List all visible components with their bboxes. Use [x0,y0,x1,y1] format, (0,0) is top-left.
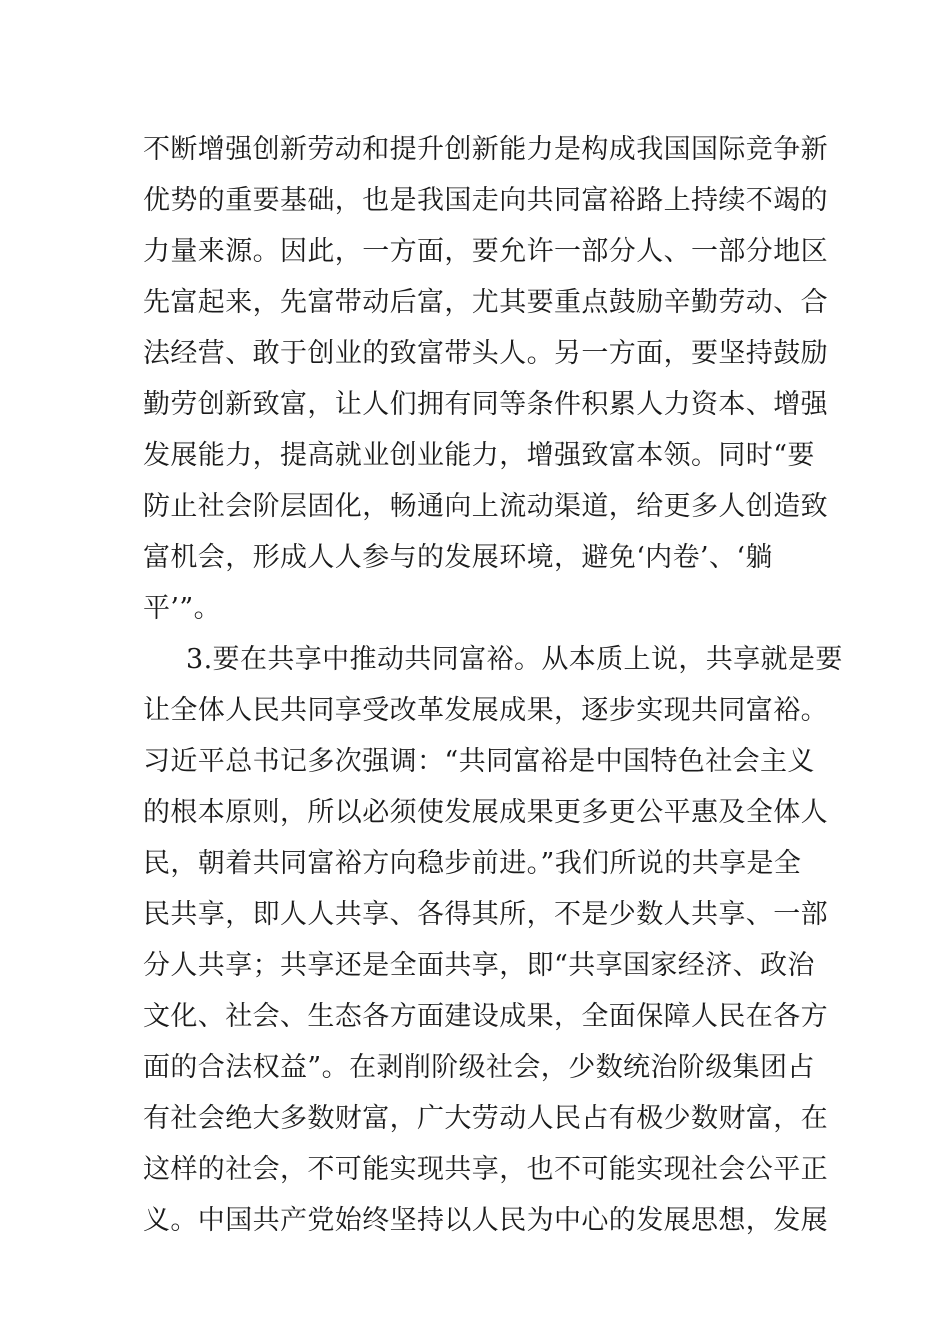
text-line: 发展能力，提高就业创业能力，增强致富本领。同时“要 [143,440,815,471]
text-line: 义。中国共产党始终坚持以人民为中心的发展思想，发展 [143,1205,828,1236]
text-line: 勤劳创新致富，让人们拥有同等条件积累人力资本、增强 [143,389,828,420]
text-line: 优势的重要基础，也是我国走向共同富裕路上持续不竭的 [143,185,828,216]
text-line: 先富起来，先富带动后富，尤其要重点鼓励辛勤劳动、合 [143,287,828,318]
text-line: 不断增强创新劳动和提升创新能力是构成我国国际竞争新 [143,134,828,165]
text-line: 民共享，即人人共享、各得其所，不是少数人共享、一部 [143,899,828,930]
text-line: 分人共享；共享还是全面共享，即“共享国家经济、政治 [143,950,815,981]
text-line: 的根本原则，所以必须使发展成果更多更公平惠及全体人 [143,797,828,828]
text-line-paragraph-start: 3.要在共享中推动共同富裕。从本质上说，共享就是要 [186,644,843,675]
text-line: 力量来源。因此，一方面，要允许一部分人、一部分地区 [143,236,828,267]
text-line: 法经营、敢于创业的致富带头人。另一方面，要坚持鼓励 [143,338,828,369]
text-line: 让全体人民共同享受改革发展成果，逐步实现共同富裕。 [143,695,828,726]
text-line: 有社会绝大多数财富，广大劳动人民占有极少数财富，在 [143,1103,828,1134]
text-line: 平’”。 [143,593,221,624]
text-line: 防止社会阶层固化，畅通向上流动渠道，给更多人创造致 [143,491,828,522]
text-line: 民，朝着共同富裕方向稳步前进。”我们所说的共享是全 [143,848,802,879]
text-line: 面的合法权益”。在剥削阶级社会，少数统治阶级集团占 [143,1052,815,1083]
text-line: 文化、社会、生态各方面建设成果，全面保障人民在各方 [143,1001,828,1032]
text-line: 这样的社会，不可能实现共享，也不可能实现社会公平正 [143,1154,828,1185]
text-line: 习近平总书记多次强调：“共同富裕是中国特色社会主义 [143,746,815,777]
text-line: 富机会，形成人人参与的发展环境，避免‘内卷’、‘躺 [143,542,773,573]
